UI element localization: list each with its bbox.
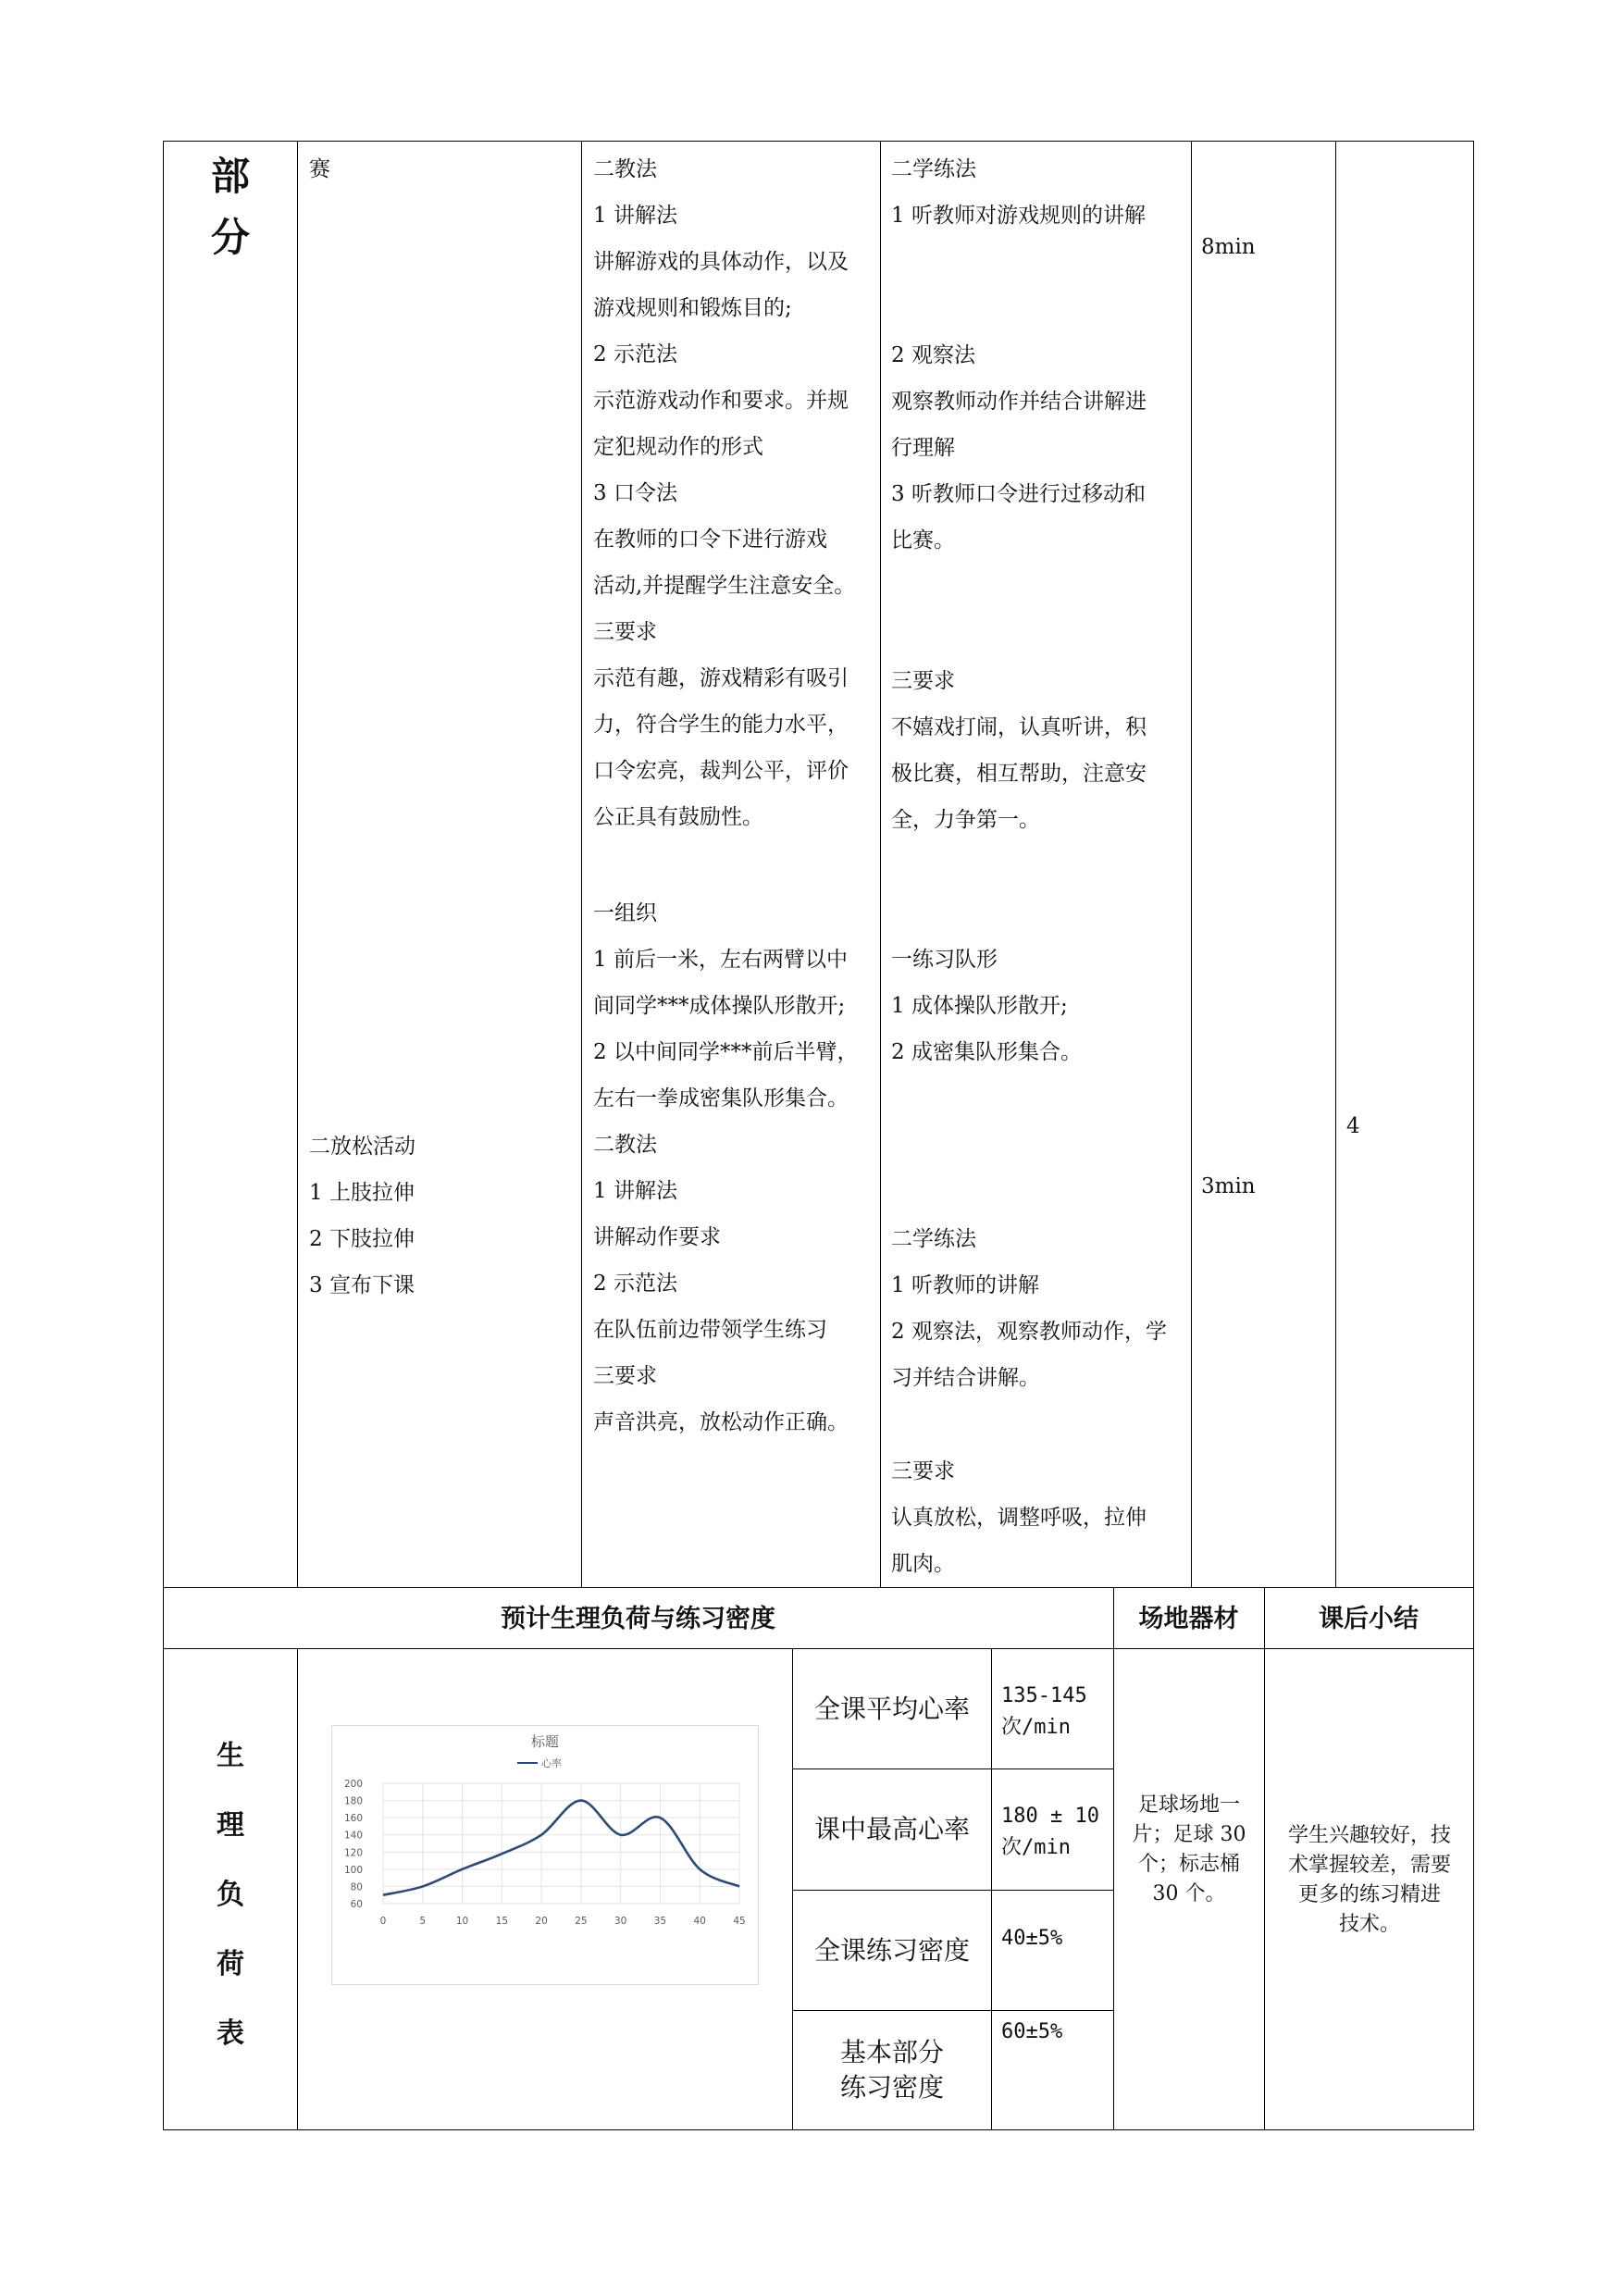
student-line: 全，力争第一。: [891, 808, 1040, 832]
teacher-line: 活动,并提醒学生注意安全。: [593, 574, 856, 598]
student-line: 肌肉。: [891, 1552, 955, 1576]
lower-col-divider-summary: [1264, 1587, 1265, 2130]
equipment-line: 30 个。: [1152, 1882, 1226, 1905]
teacher-relax-methods: [593, 890, 858, 1446]
teacher-line: 三要求: [593, 1364, 657, 1388]
summary-line: 术掌握较差，需要: [1287, 1854, 1451, 1877]
col-divider-4: [1191, 141, 1192, 1587]
teacher-line: 1 讲解法: [593, 1179, 677, 1203]
content-line: 3 宣布下课: [309, 1273, 415, 1297]
metric-label-density: 全课练习密度: [813, 1934, 970, 1966]
col-divider-5: [1335, 141, 1336, 1587]
header-equipment: 场地器材: [1138, 1605, 1239, 1633]
student-relax-formation: [891, 937, 1082, 1075]
side-char: 理: [217, 1809, 244, 1842]
student-relax-requirements: [891, 1448, 1147, 1587]
teacher-line: 二教法: [593, 1133, 657, 1157]
side-char: 生: [217, 1740, 244, 1772]
intensity-value: 4: [1346, 1114, 1360, 1138]
content-line: 1 上肢拉伸: [309, 1181, 415, 1205]
x-tick-label: 20: [535, 1916, 548, 1927]
metric-value-avg-hr: [1001, 1681, 1087, 1744]
value-line: 次/min: [1001, 1716, 1071, 1739]
student-relax-practice: [891, 1216, 1167, 1401]
metric-value-max-hr: [1001, 1801, 1099, 1864]
student-line: 1 听教师的讲解: [891, 1273, 1039, 1297]
equipment-line: 个；标志桶: [1137, 1853, 1240, 1876]
teacher-line: 2 以中间同学***前后半臂，: [593, 1040, 859, 1064]
equipment-line: 足球场地一: [1137, 1793, 1240, 1817]
teacher-line: 2 示范法: [593, 342, 677, 366]
y-tick-label: 160: [343, 1813, 363, 1825]
value-line: 60±5%: [1001, 2020, 1063, 2043]
x-tick-label: 45: [733, 1916, 746, 1927]
student-line: 2 观察法，观察教师动作，学: [891, 1320, 1167, 1344]
equipment-line: 片；足球 30: [1132, 1823, 1246, 1846]
x-tick-label: 30: [614, 1916, 627, 1927]
student-line: 观察教师动作并结合讲解进: [891, 390, 1147, 414]
student-line: 极比赛，相互帮助，注意安: [891, 762, 1147, 786]
x-tick-label: 25: [575, 1916, 588, 1927]
value-line: 180 ± 10: [1001, 1805, 1099, 1828]
student-line: 习并结合讲解。: [891, 1366, 1040, 1390]
upper-table-top-border: [163, 141, 1474, 142]
heart-rate-chart-svg: [332, 1726, 758, 1984]
student-line: 3 听教师口令进行过移动和: [891, 482, 1146, 506]
summary-text: [1268, 1821, 1471, 1940]
x-tick-label: 0: [379, 1916, 387, 1927]
student-line: 一练习队形: [891, 948, 998, 972]
side-char: 负: [217, 1879, 244, 1911]
heart-rate-chart: [331, 1725, 759, 1985]
teacher-game-methods: [593, 146, 855, 840]
y-tick-label: 200: [343, 1779, 363, 1790]
teacher-line: 二教法: [593, 157, 657, 181]
student-line: 二学练法: [891, 1227, 976, 1251]
x-tick-label: 5: [419, 1916, 427, 1927]
summary-line: 技术。: [1338, 1913, 1400, 1936]
student-line: 二学练法: [891, 157, 976, 181]
part-label-1: 部: [211, 154, 251, 199]
teacher-line: 力，符合学生的能力水平，: [593, 713, 849, 737]
content-line: 二放松活动: [309, 1135, 415, 1159]
lower-table-top-border: [163, 1587, 1474, 1588]
student-line: 1 成体操队形散开;: [891, 994, 1068, 1018]
student-line: 不嬉戏打闹，认真听讲，积: [891, 715, 1147, 739]
chart-title: 标题: [530, 1733, 560, 1750]
col-divider-3: [880, 141, 881, 1587]
y-tick-label: 60: [350, 1899, 363, 1910]
teacher-line: 三要求: [593, 620, 657, 644]
student-line: 1 听教师对游戏规则的讲解: [891, 204, 1146, 228]
y-tick-label: 180: [343, 1795, 363, 1807]
student-line: 三要求: [891, 669, 955, 693]
legend-label: 心率: [541, 1757, 562, 1769]
student-line: 认真放松，调整呼吸，拉伸: [891, 1506, 1147, 1530]
teacher-line: 间同学***成体操队形散开;: [593, 994, 846, 1018]
teacher-line: 定犯规动作的形式: [593, 435, 763, 459]
table-right-border: [1473, 141, 1474, 2130]
equipment-text: [1116, 1791, 1262, 1909]
student-line: 三要求: [891, 1459, 955, 1483]
col-divider-2: [581, 141, 582, 1587]
y-tick-label: 120: [343, 1847, 363, 1859]
content-relax-activity: [309, 1123, 415, 1309]
value-line: 次/min: [1001, 1836, 1071, 1859]
teacher-line: 示范游戏动作和要求。并规: [593, 389, 849, 413]
teacher-line: 口令宏亮，裁判公平，评价: [593, 759, 849, 783]
y-tick-label: 140: [343, 1830, 363, 1842]
side-char: 荷: [217, 1948, 244, 1980]
metric-value-basic-density: [1001, 2017, 1062, 2048]
content-game-tail: 赛: [309, 157, 330, 181]
table-bottom-border: [163, 2129, 1474, 2130]
lower-col-divider-equipment: [1113, 1587, 1114, 2130]
x-tick-label: 15: [495, 1916, 509, 1927]
teacher-line: 3 口令法: [593, 481, 677, 505]
student-line: 比赛。: [891, 528, 955, 552]
teacher-line: 声音洪亮，放松动作正确。: [593, 1410, 849, 1434]
teacher-line: 左右一拳成密集队形集合。: [593, 1086, 849, 1111]
y-tick-label: 100: [343, 1864, 363, 1876]
teacher-line: 2 示范法: [593, 1272, 677, 1296]
student-line: 2 观察法: [891, 343, 975, 367]
student-game-requirements: [891, 658, 1147, 843]
x-tick-label: 35: [653, 1916, 667, 1927]
student-line: 2 成密集队形集合。: [891, 1040, 1082, 1064]
teacher-line: 讲解游戏的具体动作，以及: [593, 250, 849, 274]
side-label-load-table: [203, 1732, 258, 2079]
student-game-observe: [891, 332, 1147, 564]
student-line: 行理解: [891, 436, 955, 460]
part-label-2: 分: [211, 215, 251, 260]
value-line: 40±5%: [1001, 1927, 1063, 1950]
metric-label-max-hr: 课中最高心率: [813, 1814, 970, 1844]
metric-label-basic-density: 基本部分 练习密度: [839, 2037, 944, 2103]
summary-line: 学生兴趣较好，技: [1287, 1824, 1451, 1847]
lower-col-divider-side: [297, 1648, 298, 2130]
metric-value-density: [1001, 1923, 1062, 1955]
teacher-line: 在队伍前边带领学生练习: [593, 1318, 827, 1342]
student-game-practice: [891, 146, 1146, 239]
time-game: 8min: [1201, 235, 1256, 259]
header-summary: 课后小结: [1319, 1605, 1419, 1633]
teacher-line: 公正具有鼓励性。: [593, 805, 763, 829]
x-tick-label: 40: [693, 1916, 706, 1927]
table-left-border: [163, 141, 164, 2130]
teacher-line: 游戏规则和锻炼目的;: [593, 296, 792, 320]
series-line-heart-rate: [383, 1801, 739, 1895]
side-char: 表: [217, 2017, 244, 2050]
summary-line: 更多的练习精进: [1297, 1883, 1441, 1906]
teacher-line: 1 讲解法: [593, 204, 677, 228]
y-tick-label: 80: [350, 1881, 363, 1893]
content-line: 2 下肢拉伸: [309, 1227, 415, 1251]
teacher-line: 示范有趣，游戏精彩有吸引: [593, 666, 849, 690]
metric-label-avg-hr: 全课平均心率: [813, 1693, 970, 1724]
col-divider-1: [297, 141, 298, 1587]
teacher-line: 在教师的口令下进行游戏: [593, 527, 827, 552]
teacher-line: 讲解动作要求: [593, 1225, 721, 1249]
teacher-line: 1 前后一米，左右两臂以中: [593, 948, 848, 972]
header-load-density: 预计生理负荷与练习密度: [501, 1605, 775, 1633]
time-relax: 3min: [1201, 1174, 1256, 1198]
x-tick-label: 10: [455, 1916, 469, 1927]
value-line: 135-145: [1001, 1684, 1087, 1707]
teacher-line: 一组织: [593, 901, 657, 925]
